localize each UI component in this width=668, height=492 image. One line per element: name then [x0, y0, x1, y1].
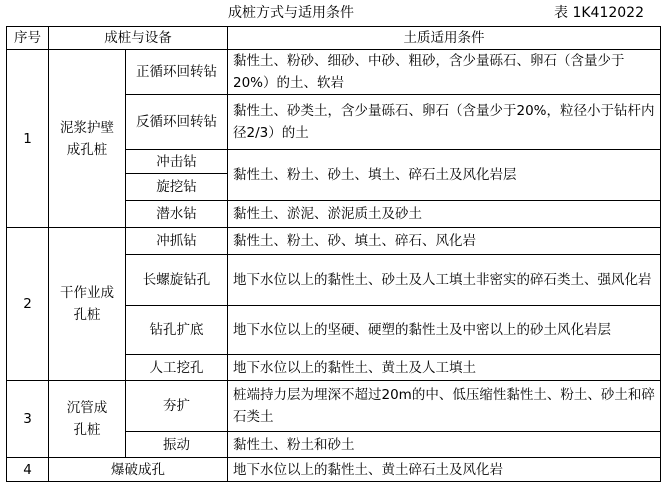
soil-cell: 地下水位以上的坚硬、硬塑的黏性土及中密以上的砂土风化岩层 — [228, 306, 661, 355]
table-row — [7, 458, 661, 482]
equipment-cell: 夯扩 — [126, 381, 228, 432]
seq-cell: 2 — [7, 228, 49, 381]
method-name: 沉管成孔桩 — [66, 400, 108, 438]
soil-cell: 桩端持力层为埋深不超过20m的中、低压缩性黏性土、粉土、砂土和碎石类土 — [228, 381, 661, 432]
header-seq: 序号 — [7, 27, 49, 50]
soil-cell: 黏性土、粉土、砂土、填土、碎石土及风化岩层 — [228, 150, 661, 201]
soil-cell: 黏性土、粉土、砂、填土、碎石、风化岩 — [228, 228, 661, 255]
seq-cell: 4 — [7, 458, 49, 482]
soil-cell: 黏性土、淤泥、淤泥质土及砂土 — [228, 201, 661, 228]
method-cell: 爆破成孔 — [49, 458, 228, 482]
method-cell — [49, 381, 126, 458]
equipment-cell: 长螺旋钻孔 — [126, 255, 228, 306]
soil-cell: 地下水位以上的黏性土、黄土碎石土及风化岩 — [228, 458, 661, 482]
table-title: 成桩方式与适用条件 — [228, 5, 354, 21]
equipment-cell: 冲抓钻 — [126, 228, 228, 255]
soil-cell: 黏性土、砂类土，含少量砾石、卵石（含量少于20%，粒径小于钻杆内径2/3）的土 — [228, 95, 661, 150]
method-cell — [49, 50, 126, 228]
seq-cell: 3 — [7, 381, 49, 458]
table-row — [7, 50, 661, 95]
equipment-cell: 旋挖钻 — [126, 174, 228, 201]
method-name: 干作业成孔桩 — [60, 285, 114, 323]
header-row — [7, 27, 661, 50]
header-soil: 土质适用条件 — [228, 27, 661, 50]
method-cell — [49, 228, 126, 381]
soil-cell: 黏性土、粉土和砂土 — [228, 432, 661, 458]
table-number: 表 1K412022 — [554, 5, 644, 21]
header-method: 成桩与设备 — [49, 27, 228, 50]
equipment-cell: 反循环回转钻 — [126, 95, 228, 150]
equipment-cell: 人工挖孔 — [126, 355, 228, 381]
soil-cell: 地下水位以上的黏性土、黄土及人工填土 — [228, 355, 661, 381]
soil-cell: 黏性土、粉砂、细砂、中砂、粗砂，含少量砾石、卵石（含量少于20%）的土、软岩 — [228, 50, 661, 95]
equipment-cell: 钻孔扩底 — [126, 306, 228, 355]
pile-method-table — [6, 26, 661, 482]
method-name: 泥浆护壁成孔桩 — [60, 119, 114, 158]
equipment-cell: 振动 — [126, 432, 228, 458]
table-row — [7, 228, 661, 255]
seq-cell: 1 — [7, 50, 49, 228]
equipment-cell: 正循环回转钻 — [126, 50, 228, 95]
table-row — [7, 381, 661, 432]
equipment-cell: 冲击钻 — [126, 150, 228, 174]
equipment-cell: 潜水钻 — [126, 201, 228, 228]
soil-cell: 地下水位以上的黏性土、砂土及人工填土非密实的碎石类土、强风化岩 — [228, 255, 661, 306]
